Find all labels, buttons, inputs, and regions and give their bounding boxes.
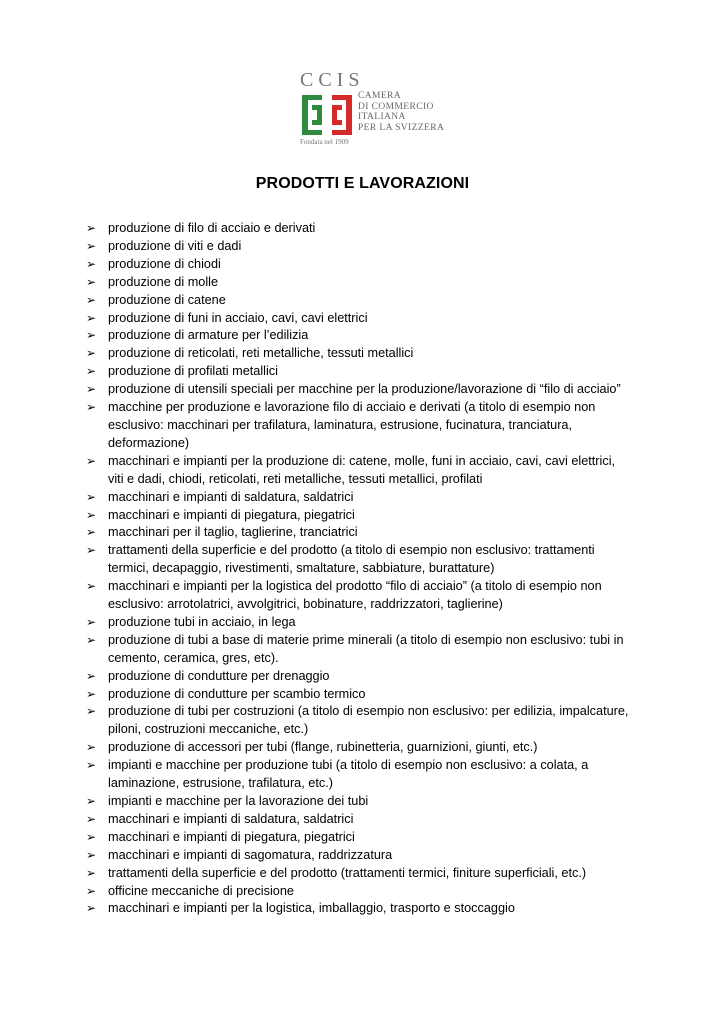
arrowhead-bullet-icon: ➢ — [86, 829, 97, 844]
list-item-text: macchine per produzione e lavorazione filo di acciaio e derivati (a titolo di esempio non — [108, 400, 596, 415]
list-item-text: macchinari e impianti di piegatura, piegatrici — [108, 829, 355, 844]
list-item-text: produzione di viti e dadi — [108, 238, 242, 253]
list-item — [86, 542, 666, 578]
logo-founded: Fondata nel 1909 — [300, 138, 349, 146]
list-item-text: produzione di funi in acciaio, cavi, cavi elettrici — [108, 310, 368, 325]
arrowhead-bullet-icon: ➢ — [86, 847, 97, 862]
list-item-text: produzione di accessori per tubi (flange, rubinetteria, guarnizioni, giunti, etc.) — [108, 740, 538, 755]
arrowhead-bullet-icon: ➢ — [86, 901, 97, 916]
arrowhead-bullet-icon: ➢ — [86, 489, 97, 504]
list-item-text: viti e dadi, chiodi, reticolati, reti metalliche, tessuti metallici, profilati — [108, 471, 483, 486]
arrowhead-bullet-icon: ➢ — [86, 507, 97, 522]
list-item — [86, 686, 666, 704]
arrowhead-bullet-icon: ➢ — [86, 883, 97, 898]
arrowhead-bullet-icon: ➢ — [86, 364, 97, 379]
list-item-text: impianti e macchine per produzione tubi (a titolo di esempio non esclusivo: a colata, a — [108, 758, 589, 773]
logo-organization-name — [358, 91, 444, 133]
arrowhead-bullet-icon: ➢ — [86, 740, 97, 755]
arrowhead-bullet-icon: ➢ — [86, 256, 97, 271]
list-item-text: produzione di profilati metallici — [108, 364, 278, 379]
list-item-text: produzione tubi in acciaio, in lega — [108, 614, 296, 629]
arrowhead-bullet-icon: ➢ — [86, 811, 97, 826]
list-item-text: produzione di reticolati, reti metalliche, tessuti metallici — [108, 346, 414, 361]
arrowhead-bullet-icon: ➢ — [86, 579, 97, 594]
arrowhead-bullet-icon: ➢ — [86, 221, 97, 235]
list-item — [86, 524, 666, 542]
list-item — [86, 453, 666, 489]
list-item — [86, 399, 666, 453]
list-item — [86, 739, 666, 757]
list-item — [86, 883, 666, 901]
list-item-text: esclusivo: macchinari per trafilatura, laminatura, estrusione, fucinatura, tranciatura, — [108, 417, 573, 432]
list-item — [86, 363, 666, 381]
arrowhead-bullet-icon: ➢ — [86, 310, 97, 325]
list-item-text: macchinari e impianti per la logistica, imballaggio, trasporto e stoccaggio — [108, 901, 515, 916]
list-item — [86, 703, 666, 739]
list-item-text: produzione di tubi per costruzioni (a titolo di esempio non esclusivo: per edilizia, impalcature, — [108, 704, 629, 719]
arrowhead-bullet-icon: ➢ — [86, 328, 97, 343]
list-item — [86, 632, 666, 668]
list-item-text: cemento, ceramica, gres, etc). — [108, 650, 279, 665]
list-item — [86, 238, 666, 256]
list-item-text: officine meccaniche di precisione — [108, 883, 294, 898]
list-item — [86, 614, 666, 632]
list-item — [86, 345, 666, 363]
logo-mark-icon — [300, 93, 354, 137]
logo-line-1: CAMERA — [358, 91, 402, 101]
list-item-text: produzione di utensili speciali per macchine per la produzione/lavorazione di “filo di acciaio” — [108, 382, 621, 397]
list-item — [86, 310, 666, 328]
list-item — [86, 381, 666, 399]
logo-acronym: CCIS — [300, 69, 365, 91]
arrowhead-bullet-icon: ➢ — [86, 686, 97, 701]
logo-line-2: DI COMMERCIO — [358, 101, 434, 112]
list-item-text: produzione di catene — [108, 292, 226, 307]
list-item — [86, 327, 666, 345]
list-item — [86, 292, 666, 310]
arrowhead-bullet-icon: ➢ — [86, 382, 97, 397]
list-item-text: produzione di filo di acciaio e derivati — [108, 221, 316, 235]
arrowhead-bullet-icon: ➢ — [86, 274, 97, 289]
list-item-text: produzione di tubi a base di materie prime minerali (a titolo di esempio non esclusivo: tubi in — [108, 632, 624, 647]
list-item — [86, 256, 666, 274]
list-item — [86, 829, 666, 847]
arrowhead-bullet-icon: ➢ — [86, 453, 97, 468]
logo-line-4: PER LA SVIZZERA — [358, 122, 445, 133]
list-item — [86, 507, 666, 525]
list-item — [86, 274, 666, 292]
list-item — [86, 793, 666, 811]
list-item — [86, 847, 666, 865]
list-item-text: produzione di chiodi — [108, 256, 221, 271]
arrowhead-bullet-icon: ➢ — [86, 632, 97, 647]
list-item — [86, 220, 666, 238]
arrowhead-bullet-icon: ➢ — [86, 543, 97, 558]
list-item-text: macchinari e impianti di sagomatura, raddrizzatura — [108, 847, 393, 862]
list-item-text: deformazione) — [108, 435, 190, 450]
arrowhead-bullet-icon: ➢ — [86, 400, 97, 415]
list-item-text: produzione di condutture per drenaggio — [108, 668, 330, 683]
arrowhead-bullet-icon: ➢ — [86, 865, 97, 880]
list-item — [86, 489, 666, 507]
arrowhead-bullet-icon: ➢ — [86, 346, 97, 361]
list-item-text: macchinari e impianti per la produzione di: catene, molle, funi in acciaio, cavi, cavi elettrici, — [108, 453, 616, 468]
arrowhead-bullet-icon: ➢ — [86, 292, 97, 307]
list-item-text: impianti e macchine per la lavorazione dei tubi — [108, 794, 369, 808]
list-item-text: macchinari per il taglio, taglierine, tranciatrici — [108, 525, 358, 540]
list-item-text: trattamenti della superficie e del prodotto (a titolo di esempio non esclusivo: trattamenti — [108, 543, 595, 558]
list-item-text: esclusivo: arrotolatrici, avvolgitrici, bobinature, raddrizzatori, taglierine) — [108, 597, 503, 612]
list-item-text: macchinari e impianti di piegatura, piegatrici — [108, 507, 355, 522]
arrowhead-bullet-icon: ➢ — [86, 794, 97, 808]
list-item-text: piloni, costruzioni meccaniche, etc.) — [108, 722, 309, 737]
list-item — [86, 900, 666, 918]
products-list — [86, 220, 666, 918]
list-item — [86, 865, 666, 883]
ccis-logo — [298, 70, 458, 152]
list-item — [86, 578, 666, 614]
page-title: PRODOTTI E LAVORAZIONI — [255, 175, 470, 192]
arrowhead-bullet-icon: ➢ — [86, 238, 97, 253]
arrowhead-bullet-icon: ➢ — [86, 668, 97, 683]
list-item-text: produzione di condutture per scambio termico — [108, 686, 366, 701]
arrowhead-bullet-icon: ➢ — [86, 614, 97, 629]
arrowhead-bullet-icon: ➢ — [86, 704, 97, 719]
list-item-text: trattamenti della superficie e del prodotto (trattamenti termici, finiture superficiali, etc.) — [108, 865, 587, 880]
list-item-text: produzione di armature per l’edilizia — [108, 328, 309, 343]
list-item-text: laminazione, estrusione, trafilatura, etc.) — [108, 776, 333, 791]
list-item — [86, 757, 666, 793]
arrowhead-bullet-icon: ➢ — [86, 758, 97, 773]
list-item-text: macchinari e impianti per la logistica del prodotto “filo di acciaio” (a titolo di esempio non — [108, 579, 602, 594]
list-item-text: macchinari e impianti di saldatura, saldatrici — [108, 489, 354, 504]
list-item-text: macchinari e impianti di saldatura, saldatrici — [108, 811, 354, 826]
list-item-text: produzione di molle — [108, 274, 219, 289]
list-item — [86, 811, 666, 829]
logo-line-3: ITALIANA — [358, 112, 406, 123]
arrowhead-bullet-icon: ➢ — [86, 525, 97, 540]
list-item — [86, 668, 666, 686]
list-item-text: termici, decapaggio, rivestimenti, smaltature, sabbiature, burattature) — [108, 561, 495, 576]
